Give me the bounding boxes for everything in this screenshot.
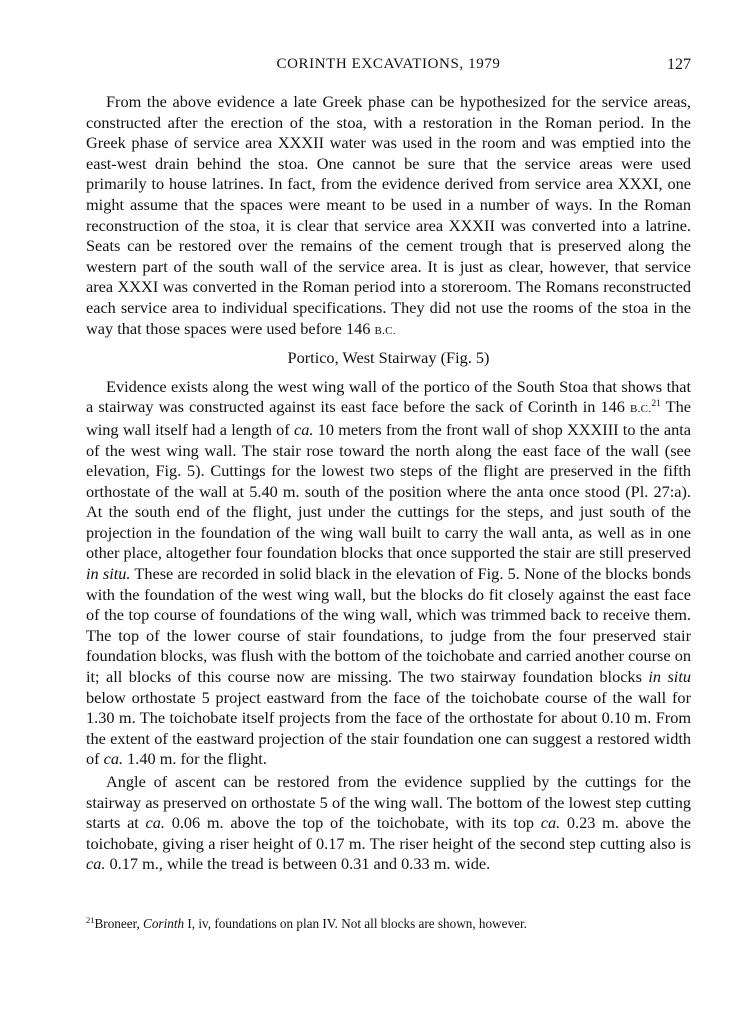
footnote-text: Broneer,	[94, 916, 144, 931]
italic-term: ca.	[103, 749, 124, 769]
italic-term: ca.	[145, 813, 165, 833]
page-number: 127	[667, 56, 691, 73]
text-run: The wing wall itself had a length of	[86, 397, 691, 439]
paragraph-west-stairway	[86, 377, 691, 770]
text-run: 0.23 m. above the toichobate, giving a riser height of 0.17 m. The riser height of the second step cutting also is	[86, 813, 692, 853]
paragraph-text: From the above evidence a late Greek phase can be hypothesized for the service areas, constructed after the erection of the stoa, with a restoration in the Roman period. In the Greek phase of service area XXXII water was used in the room and was emptied into the east-west drain behind the stoa. One cannot be sure that the service areas were used primarily to house latrines. In fact, from the evidence derived from service area XXXI, one might assume that the spaces were meant to be used in a number of ways. In the Roman reconstruction of the stoa, it is clear that service area XXXII was converted into a latrine. Seats can be restored over the remains of the cement trough that is preserved along the western part of the south wall of the service area. It is just as clear, however, that service area XXXI was converted in the Roman period into a storeroom. The Romans reconstructed each service area to individual specifications. They did not use the rooms of the stoa in the way that those spaces were used before 146	[86, 92, 691, 338]
italic-term: ca.	[540, 813, 561, 833]
footnote-title: Corinth	[143, 916, 185, 931]
italic-term: ca.	[293, 419, 314, 439]
footnote-text: I, iv, foundations on plan IV. Not all blocks are shown, however.	[184, 916, 527, 931]
footnote-number: 21	[86, 915, 95, 925]
text-run: These are recorded in solid black in the elevation of Fig. 5. None of the blocks bonds with the foundation of the west wing wall, but the blocks do fit closely against the east face of the top course of foundations of the wing wall, which was trimmed back to receive them. The top of the lower course of stair foundations, to judge from the four preserved stair foundation blocks, was flush with the bottom of the toichobate and carried another course on it; all blocks of this course now are missing. The two stairway foundation blocks	[86, 564, 691, 687]
text-run: Angle of ascent can be restored from the evidence supplied by the cuttings for the stairway as preserved on orthostate 5 of the wing wall. The bottom of the lowest step cutting starts at	[86, 772, 691, 833]
text-run: below orthostate 5 project eastward from the face of the toichobate course of the wall for 1.30 m. The toichobate itself projects from the face of the orthostate for about 0.10 m. From the extent of the eastward projection of the stair foundation one can suggest a restored width of	[86, 687, 691, 769]
paragraph-angle-of-ascent	[86, 772, 691, 875]
paragraph-service-areas	[86, 92, 691, 341]
body-text	[86, 92, 691, 875]
footnote	[86, 915, 691, 932]
italic-term: in situ.	[86, 564, 131, 584]
running-header	[86, 56, 691, 78]
text-run: 0.17 m., while the tread is between 0.31 and 0.33 m. wide.	[105, 854, 491, 874]
footnote-reference: 21	[651, 399, 661, 410]
section-heading: Portico, West Stairway (Fig. 5)	[287, 348, 490, 368]
italic-term: in situ	[648, 667, 691, 687]
date-abbreviation: B.C.	[374, 324, 396, 337]
text-run: Evidence exists along the west wing wall of the portico of the South Stoa that shows that a stairway was constructed against its east face before the sack of Corinth in 146	[86, 376, 691, 417]
text-run: 10 meters from the front wall of shop XXXIII to the anta of the west wing wall. The stair rose toward the north along the east face of the wall (see elevation, Fig. 5). Cuttings for the lowest two steps of the flight are preserved in the fifth orthostate of the wall at 5.40 m. south of the position where the anta once stood (Pl. 27:a). At the south end of the flight, just under the cuttings for the steps, and just south of the projection in the foundation of the wing wall built to carry the wall anta, as well as in one other place, altogether four foundation blocks that once supported the stair are still preserved	[86, 419, 691, 563]
date-abbreviation: B.C.	[630, 403, 652, 416]
running-title: CORINTH EXCAVATIONS, 1979	[276, 56, 501, 72]
italic-term: ca.	[86, 854, 106, 874]
text-run: 0.06 m. above the top of the toichobate, with its top	[164, 813, 541, 833]
text-run: 1.40 m. for the flight.	[123, 749, 267, 769]
